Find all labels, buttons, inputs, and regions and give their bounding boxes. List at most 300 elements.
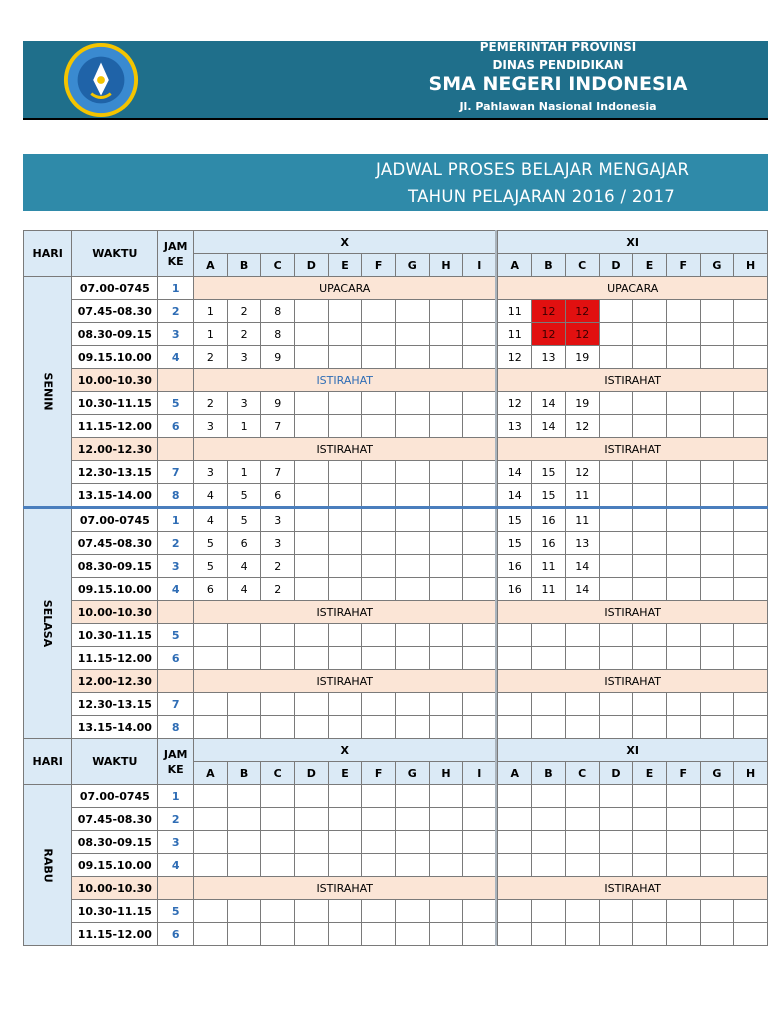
cell-xi-f — [666, 555, 700, 578]
cell-xi-c: 13 — [565, 532, 599, 555]
cell-xi-b — [532, 624, 566, 647]
cell-xi-e — [633, 808, 667, 831]
cell-x-g — [395, 578, 429, 601]
cell-x-g — [395, 484, 429, 508]
cell-x-i — [463, 785, 497, 808]
time-slot: 09.15.10.00 — [72, 578, 158, 601]
cell-xi-f — [666, 532, 700, 555]
col-xi-h: H — [734, 254, 768, 277]
cell-xi-a — [498, 854, 532, 877]
cell-x-a: 4 — [194, 484, 228, 508]
col-xi-e: E — [633, 762, 667, 785]
cell-xi-c: 19 — [565, 392, 599, 415]
jam-ke-cell: 2 — [158, 808, 194, 831]
cell-x-d — [295, 555, 329, 578]
cell-x-c: 8 — [261, 300, 295, 323]
cell-x-e — [328, 346, 362, 369]
cell-x-f — [362, 624, 396, 647]
time-slot: 10.30-11.15 — [72, 392, 158, 415]
cell-xi-a: 12 — [498, 346, 532, 369]
cell-xi-a: 14 — [498, 484, 532, 508]
cell-xi-h — [734, 854, 768, 877]
cell-xi-g — [700, 647, 734, 670]
cell-xi-h — [734, 484, 768, 508]
cell-xi-a — [498, 716, 532, 739]
cell-xi-e — [633, 300, 667, 323]
time-slot: 11.15-12.00 — [72, 647, 158, 670]
cell-xi-h — [734, 461, 768, 484]
cell-x-i — [463, 854, 497, 877]
cell-x-g — [395, 300, 429, 323]
cell-xi-f — [666, 300, 700, 323]
band-x: UPACARA — [194, 277, 497, 300]
cell-x-f — [362, 323, 396, 346]
cell-xi-c — [565, 624, 599, 647]
cell-xi-a — [498, 923, 532, 946]
cell-x-e — [328, 532, 362, 555]
cell-xi-c — [565, 716, 599, 739]
title-line2: TAHUN PELAJARAN 2016 / 2017 — [408, 187, 676, 206]
cell-x-c: 7 — [261, 415, 295, 438]
cell-x-a: 3 — [194, 461, 228, 484]
cell-x-d — [295, 461, 329, 484]
cell-x-i — [463, 484, 497, 508]
cell-x-c: 2 — [261, 555, 295, 578]
jam-ke-cell — [158, 670, 194, 693]
cell-xi-a: 15 — [498, 532, 532, 555]
time-slot: 13.15-14.00 — [72, 484, 158, 508]
time-slot: 12.30-13.15 — [72, 461, 158, 484]
cell-xi-b — [532, 716, 566, 739]
cell-x-h — [429, 346, 463, 369]
cell-xi-e — [633, 323, 667, 346]
cell-xi-b: 16 — [532, 532, 566, 555]
cell-x-d — [295, 900, 329, 923]
cell-x-f — [362, 693, 396, 716]
cell-x-d — [295, 392, 329, 415]
cell-xi-c: 11 — [565, 484, 599, 508]
time-slot: 09.15.10.00 — [72, 346, 158, 369]
col-x-d: D — [295, 762, 329, 785]
col-x-d: D — [295, 254, 329, 277]
cell-xi-b: 11 — [532, 555, 566, 578]
cell-x-f — [362, 555, 396, 578]
title-line1: JADWAL PROSES BELAJAR MENGAJAR — [376, 160, 690, 179]
cell-x-b: 6 — [227, 532, 261, 555]
cell-xi-c — [565, 808, 599, 831]
jam-ke-cell: 8 — [158, 484, 194, 508]
cell-x-c: 6 — [261, 484, 295, 508]
col-xi-b: B — [532, 762, 566, 785]
cell-xi-f — [666, 716, 700, 739]
cell-xi-d — [599, 808, 633, 831]
cell-x-i — [463, 716, 497, 739]
cell-x-i — [463, 900, 497, 923]
time-slot: 07.00-0745 — [72, 277, 158, 300]
cell-xi-a: 14 — [498, 461, 532, 484]
cell-x-a: 1 — [194, 323, 228, 346]
cell-x-i — [463, 578, 497, 601]
cell-xi-b: 12 — [532, 323, 566, 346]
cell-x-h — [429, 323, 463, 346]
cell-x-c: 9 — [261, 346, 295, 369]
col-xi-f: F — [666, 254, 700, 277]
cell-x-f — [362, 508, 396, 532]
col-x-c: C — [261, 254, 295, 277]
cell-xi-d — [599, 578, 633, 601]
cell-x-g — [395, 461, 429, 484]
jam-ke-cell: 2 — [158, 532, 194, 555]
cell-x-c — [261, 808, 295, 831]
col-x-b: B — [227, 254, 261, 277]
cell-x-g — [395, 555, 429, 578]
cell-xi-g — [700, 461, 734, 484]
cell-x-d — [295, 415, 329, 438]
header-group-xi: XI — [498, 739, 768, 762]
time-slot: 10.00-10.30 — [72, 877, 158, 900]
cell-x-g — [395, 346, 429, 369]
cell-x-d — [295, 578, 329, 601]
cell-x-h — [429, 578, 463, 601]
cell-xi-b: 14 — [532, 392, 566, 415]
jam-ke-cell: 3 — [158, 323, 194, 346]
cell-x-e — [328, 808, 362, 831]
cell-x-f — [362, 647, 396, 670]
cell-x-d — [295, 532, 329, 555]
cell-xi-b — [532, 785, 566, 808]
time-slot: 10.30-11.15 — [72, 624, 158, 647]
jam-ke-cell — [158, 438, 194, 461]
jam-ke-cell: 1 — [158, 508, 194, 532]
cell-xi-e — [633, 555, 667, 578]
cell-xi-g — [700, 484, 734, 508]
jam-ke-cell: 7 — [158, 693, 194, 716]
cell-x-e — [328, 923, 362, 946]
time-slot: 11.15-12.00 — [72, 923, 158, 946]
col-xi-g: G — [700, 254, 734, 277]
cell-xi-d — [599, 831, 633, 854]
cell-x-g — [395, 716, 429, 739]
cell-xi-a — [498, 900, 532, 923]
cell-x-b — [227, 831, 261, 854]
cell-xi-a: 13 — [498, 415, 532, 438]
cell-xi-e — [633, 532, 667, 555]
cell-x-b: 2 — [227, 300, 261, 323]
cell-x-f — [362, 415, 396, 438]
cell-xi-g — [700, 693, 734, 716]
cell-xi-g — [700, 785, 734, 808]
cell-xi-a — [498, 693, 532, 716]
cell-xi-a — [498, 785, 532, 808]
cell-x-b: 2 — [227, 323, 261, 346]
cell-xi-d — [599, 484, 633, 508]
cell-x-b — [227, 854, 261, 877]
cell-x-f — [362, 900, 396, 923]
cell-xi-h — [734, 300, 768, 323]
cell-xi-d — [599, 346, 633, 369]
cell-x-d — [295, 716, 329, 739]
cell-xi-d — [599, 624, 633, 647]
cell-x-a — [194, 854, 228, 877]
cell-x-a — [194, 693, 228, 716]
cell-xi-f — [666, 808, 700, 831]
cell-xi-f — [666, 578, 700, 601]
cell-x-h — [429, 508, 463, 532]
band-xi: UPACARA — [498, 277, 768, 300]
cell-x-h — [429, 555, 463, 578]
cell-x-h — [429, 484, 463, 508]
cell-x-i — [463, 647, 497, 670]
cell-xi-b: 12 — [532, 300, 566, 323]
cell-x-d — [295, 693, 329, 716]
cell-x-e — [328, 484, 362, 508]
cell-x-a: 4 — [194, 508, 228, 532]
cell-xi-a — [498, 808, 532, 831]
cell-x-i — [463, 323, 497, 346]
cell-xi-d — [599, 508, 633, 532]
cell-x-a — [194, 785, 228, 808]
band-x: ISTIRAHAT — [194, 369, 497, 392]
cell-xi-a — [498, 624, 532, 647]
cell-xi-b — [532, 854, 566, 877]
cell-x-c: 3 — [261, 508, 295, 532]
cell-x-a — [194, 647, 228, 670]
cell-x-a: 5 — [194, 555, 228, 578]
col-xi-f: F — [666, 762, 700, 785]
cell-x-d — [295, 300, 329, 323]
school-name: SMA NEGERI INDONESIA — [428, 73, 688, 95]
cell-x-c: 2 — [261, 578, 295, 601]
time-slot: 08.30-09.15 — [72, 323, 158, 346]
col-xi-h: H — [734, 762, 768, 785]
schedule-table — [23, 230, 768, 946]
header-group-xi: XI — [498, 231, 768, 254]
time-slot: 13.15-14.00 — [72, 716, 158, 739]
jam-ke-cell: 6 — [158, 923, 194, 946]
cell-x-d — [295, 923, 329, 946]
cell-xi-e — [633, 624, 667, 647]
cell-x-h — [429, 831, 463, 854]
col-x-i: I — [463, 254, 497, 277]
cell-xi-f — [666, 323, 700, 346]
cell-x-b: 4 — [227, 578, 261, 601]
cell-xi-g — [700, 900, 734, 923]
cell-xi-d — [599, 923, 633, 946]
cell-xi-b — [532, 831, 566, 854]
cell-x-h — [429, 461, 463, 484]
cell-xi-f — [666, 484, 700, 508]
cell-x-e — [328, 831, 362, 854]
col-x-h: H — [429, 254, 463, 277]
cell-x-b: 3 — [227, 346, 261, 369]
cell-x-g — [395, 392, 429, 415]
col-x-f: F — [362, 254, 396, 277]
cell-x-c — [261, 785, 295, 808]
cell-xi-a: 12 — [498, 392, 532, 415]
cell-xi-c: 12 — [565, 415, 599, 438]
band-xi: ISTIRAHAT — [498, 670, 768, 693]
cell-xi-d — [599, 532, 633, 555]
cell-x-b — [227, 900, 261, 923]
col-x-f: F — [362, 762, 396, 785]
cell-xi-e — [633, 647, 667, 670]
cell-xi-e — [633, 693, 667, 716]
cell-x-i — [463, 693, 497, 716]
cell-x-d — [295, 831, 329, 854]
cell-xi-c — [565, 693, 599, 716]
time-slot: 11.15-12.00 — [72, 415, 158, 438]
header-jam-ke: JAM KE — [158, 739, 194, 785]
cell-x-i — [463, 532, 497, 555]
cell-x-e — [328, 578, 362, 601]
cell-xi-b — [532, 693, 566, 716]
cell-x-c — [261, 854, 295, 877]
cell-x-e — [328, 508, 362, 532]
col-xi-b: B — [532, 254, 566, 277]
col-x-e: E — [328, 762, 362, 785]
col-x-g: G — [395, 254, 429, 277]
cell-xi-f — [666, 415, 700, 438]
cell-x-f — [362, 346, 396, 369]
cell-x-e — [328, 300, 362, 323]
cell-x-g — [395, 785, 429, 808]
time-slot: 07.45-08.30 — [72, 300, 158, 323]
band-xi: ISTIRAHAT — [498, 877, 768, 900]
cell-x-d — [295, 323, 329, 346]
cell-x-f — [362, 923, 396, 946]
band-xi: ISTIRAHAT — [498, 369, 768, 392]
cell-xi-b: 14 — [532, 415, 566, 438]
cell-xi-d — [599, 900, 633, 923]
time-slot: 08.30-09.15 — [72, 555, 158, 578]
cell-xi-h — [734, 831, 768, 854]
cell-x-h — [429, 392, 463, 415]
cell-xi-d — [599, 415, 633, 438]
cell-x-i — [463, 555, 497, 578]
band-xi: ISTIRAHAT — [498, 601, 768, 624]
cell-xi-e — [633, 716, 667, 739]
cell-xi-g — [700, 392, 734, 415]
cell-x-e — [328, 693, 362, 716]
cell-xi-g — [700, 716, 734, 739]
cell-x-h — [429, 532, 463, 555]
jam-ke-cell: 7 — [158, 461, 194, 484]
cell-x-d — [295, 484, 329, 508]
cell-xi-e — [633, 831, 667, 854]
jam-ke-cell: 5 — [158, 392, 194, 415]
cell-x-f — [362, 392, 396, 415]
cell-x-a: 1 — [194, 300, 228, 323]
cell-xi-d — [599, 300, 633, 323]
cell-x-h — [429, 716, 463, 739]
cell-x-h — [429, 923, 463, 946]
cell-x-f — [362, 716, 396, 739]
cell-xi-h — [734, 415, 768, 438]
cell-xi-b: 15 — [532, 461, 566, 484]
cell-x-g — [395, 624, 429, 647]
col-x-c: C — [261, 762, 295, 785]
school-logo — [62, 40, 140, 120]
cell-x-h — [429, 415, 463, 438]
cell-x-b — [227, 693, 261, 716]
cell-xi-f — [666, 624, 700, 647]
cell-x-e — [328, 415, 362, 438]
cell-xi-g — [700, 508, 734, 532]
cell-x-i — [463, 831, 497, 854]
cell-xi-a: 11 — [498, 300, 532, 323]
cell-xi-d — [599, 716, 633, 739]
cell-xi-g — [700, 323, 734, 346]
cell-x-c — [261, 900, 295, 923]
cell-x-g — [395, 647, 429, 670]
jam-ke-cell: 2 — [158, 300, 194, 323]
cell-xi-g — [700, 624, 734, 647]
cell-x-f — [362, 532, 396, 555]
cell-x-i — [463, 808, 497, 831]
cell-x-d — [295, 508, 329, 532]
cell-xi-e — [633, 923, 667, 946]
cell-x-c — [261, 624, 295, 647]
col-xi-d: D — [599, 762, 633, 785]
day-name: SELASA — [41, 599, 55, 648]
cell-x-h — [429, 300, 463, 323]
cell-xi-c — [565, 647, 599, 670]
header-waktu: WAKTU — [72, 231, 158, 277]
school-address: Jl. Pahlawan Nasional Indonesia — [459, 100, 657, 113]
header-hari: HARI — [24, 739, 72, 785]
cell-xi-h — [734, 624, 768, 647]
header-line2: DINAS PENDIDIKAN — [492, 58, 624, 72]
cell-x-g — [395, 854, 429, 877]
header-hari: HARI — [24, 231, 72, 277]
cell-x-h — [429, 808, 463, 831]
col-x-b: B — [227, 762, 261, 785]
cell-x-g — [395, 693, 429, 716]
cell-x-a — [194, 923, 228, 946]
cell-xi-f — [666, 346, 700, 369]
cell-xi-b — [532, 923, 566, 946]
cell-xi-b — [532, 900, 566, 923]
cell-xi-f — [666, 900, 700, 923]
cell-xi-d — [599, 323, 633, 346]
cell-x-b: 1 — [227, 415, 261, 438]
cell-x-e — [328, 716, 362, 739]
cell-xi-c — [565, 831, 599, 854]
cell-x-d — [295, 647, 329, 670]
day-label-selasa — [24, 508, 72, 739]
header-group-x: X — [194, 739, 497, 762]
cell-x-e — [328, 555, 362, 578]
cell-x-e — [328, 461, 362, 484]
col-xi-g: G — [700, 762, 734, 785]
col-xi-a: A — [498, 254, 532, 277]
col-xi-d: D — [599, 254, 633, 277]
cell-x-a: 3 — [194, 415, 228, 438]
jam-ke-cell: 3 — [158, 555, 194, 578]
cell-x-g — [395, 532, 429, 555]
day-label-senin — [24, 277, 72, 508]
cell-x-f — [362, 461, 396, 484]
band-x: ISTIRAHAT — [194, 601, 497, 624]
cell-x-f — [362, 484, 396, 508]
col-x-e: E — [328, 254, 362, 277]
cell-x-g — [395, 923, 429, 946]
cell-xi-a: 16 — [498, 555, 532, 578]
cell-x-f — [362, 785, 396, 808]
cell-xi-g — [700, 300, 734, 323]
jam-ke-cell: 6 — [158, 415, 194, 438]
cell-x-d — [295, 785, 329, 808]
